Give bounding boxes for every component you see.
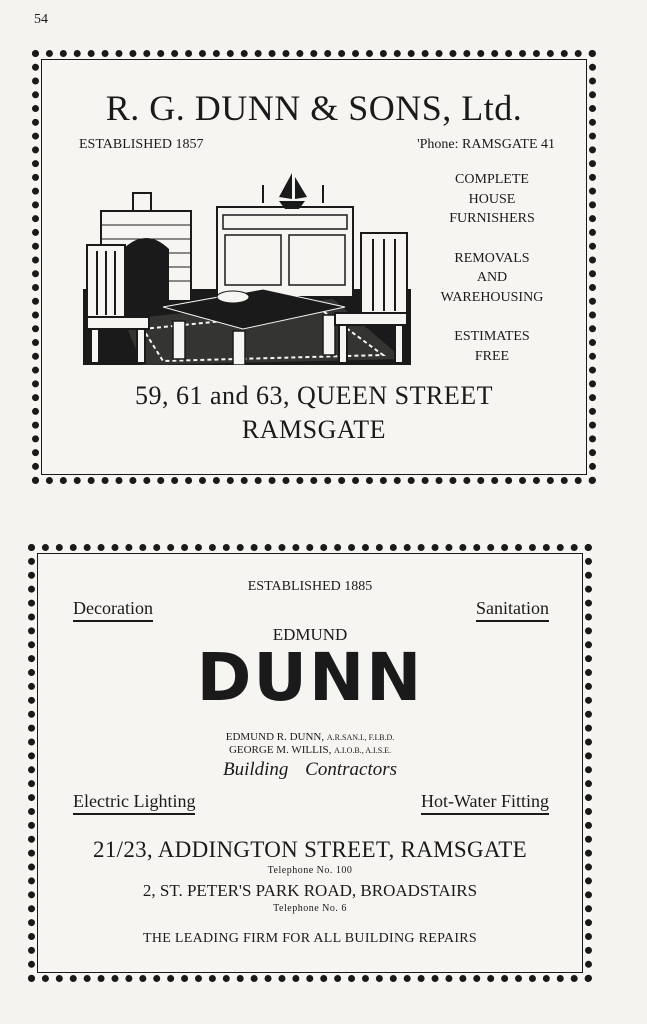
ramsgate-telephone: Telephone No. 100 bbox=[267, 865, 353, 876]
first-name: EDMUND bbox=[272, 625, 348, 644]
service-line: FURNISHERS bbox=[449, 211, 535, 226]
advert-rg-dunn bbox=[32, 50, 596, 484]
service-line: REMOVALS bbox=[454, 250, 530, 266]
page-number: 54 bbox=[34, 12, 48, 27]
service-electric-lighting: Electric Lighting bbox=[73, 791, 195, 815]
address-line-1: 59, 61 and 63, QUEEN STREET bbox=[135, 381, 493, 410]
address-line-2: RAMSGATE bbox=[241, 415, 387, 444]
established-text: ESTABLISHED 1857 bbox=[79, 137, 204, 152]
partner-name: GEORGE M. WILLIS, bbox=[228, 744, 332, 756]
surname-heading: DUNN bbox=[196, 639, 424, 716]
service-line: COMPLETE bbox=[455, 172, 529, 187]
service-hot-water-fitting: Hot-Water Fitting bbox=[421, 791, 549, 815]
ramsgate-address: 21/23, ADDINGTON STREET, RAMSGATE bbox=[93, 837, 527, 862]
slogan: THE LEADING FIRM FOR ALL BUILDING REPAIRS bbox=[142, 931, 478, 946]
partner-line bbox=[35, 731, 585, 744]
service-decoration: Decoration bbox=[73, 598, 153, 622]
broadstairs-address: 2, ST. PETER'S PARK ROAD, BROADSTAIRS bbox=[142, 881, 478, 900]
partner-line bbox=[35, 744, 585, 757]
partner-qualifications: A.I.O.B., A.I.S.E. bbox=[334, 746, 392, 755]
established-text: ESTABLISHED 1885 bbox=[247, 579, 373, 594]
broadstairs-telephone: Telephone No. 6 bbox=[273, 903, 347, 914]
trade-description: Building Contractors bbox=[222, 759, 398, 780]
service-line: WAREHOUSING bbox=[440, 289, 544, 305]
partner-qualifications: A.R.SAN.I., F.I.B.D. bbox=[326, 733, 395, 742]
partner-name: EDMUND R. DUNN, bbox=[225, 731, 325, 743]
service-sanitation: Sanitation bbox=[476, 598, 549, 622]
shop-address bbox=[39, 379, 589, 447]
service-line: HOUSE bbox=[468, 191, 516, 207]
service-line: ESTIMATES bbox=[454, 329, 530, 344]
phone-text: 'Phone: RAMSGATE 41 bbox=[417, 137, 555, 152]
service-line: AND bbox=[476, 270, 508, 285]
partners-list bbox=[35, 731, 585, 757]
services-list bbox=[427, 170, 557, 366]
service-line: FREE bbox=[474, 348, 510, 364]
advert-title: R. G. DUNN & SONS, Ltd. bbox=[105, 88, 523, 128]
advert-edmund-dunn bbox=[28, 544, 592, 982]
dining-room-furniture-illustration bbox=[83, 169, 411, 365]
